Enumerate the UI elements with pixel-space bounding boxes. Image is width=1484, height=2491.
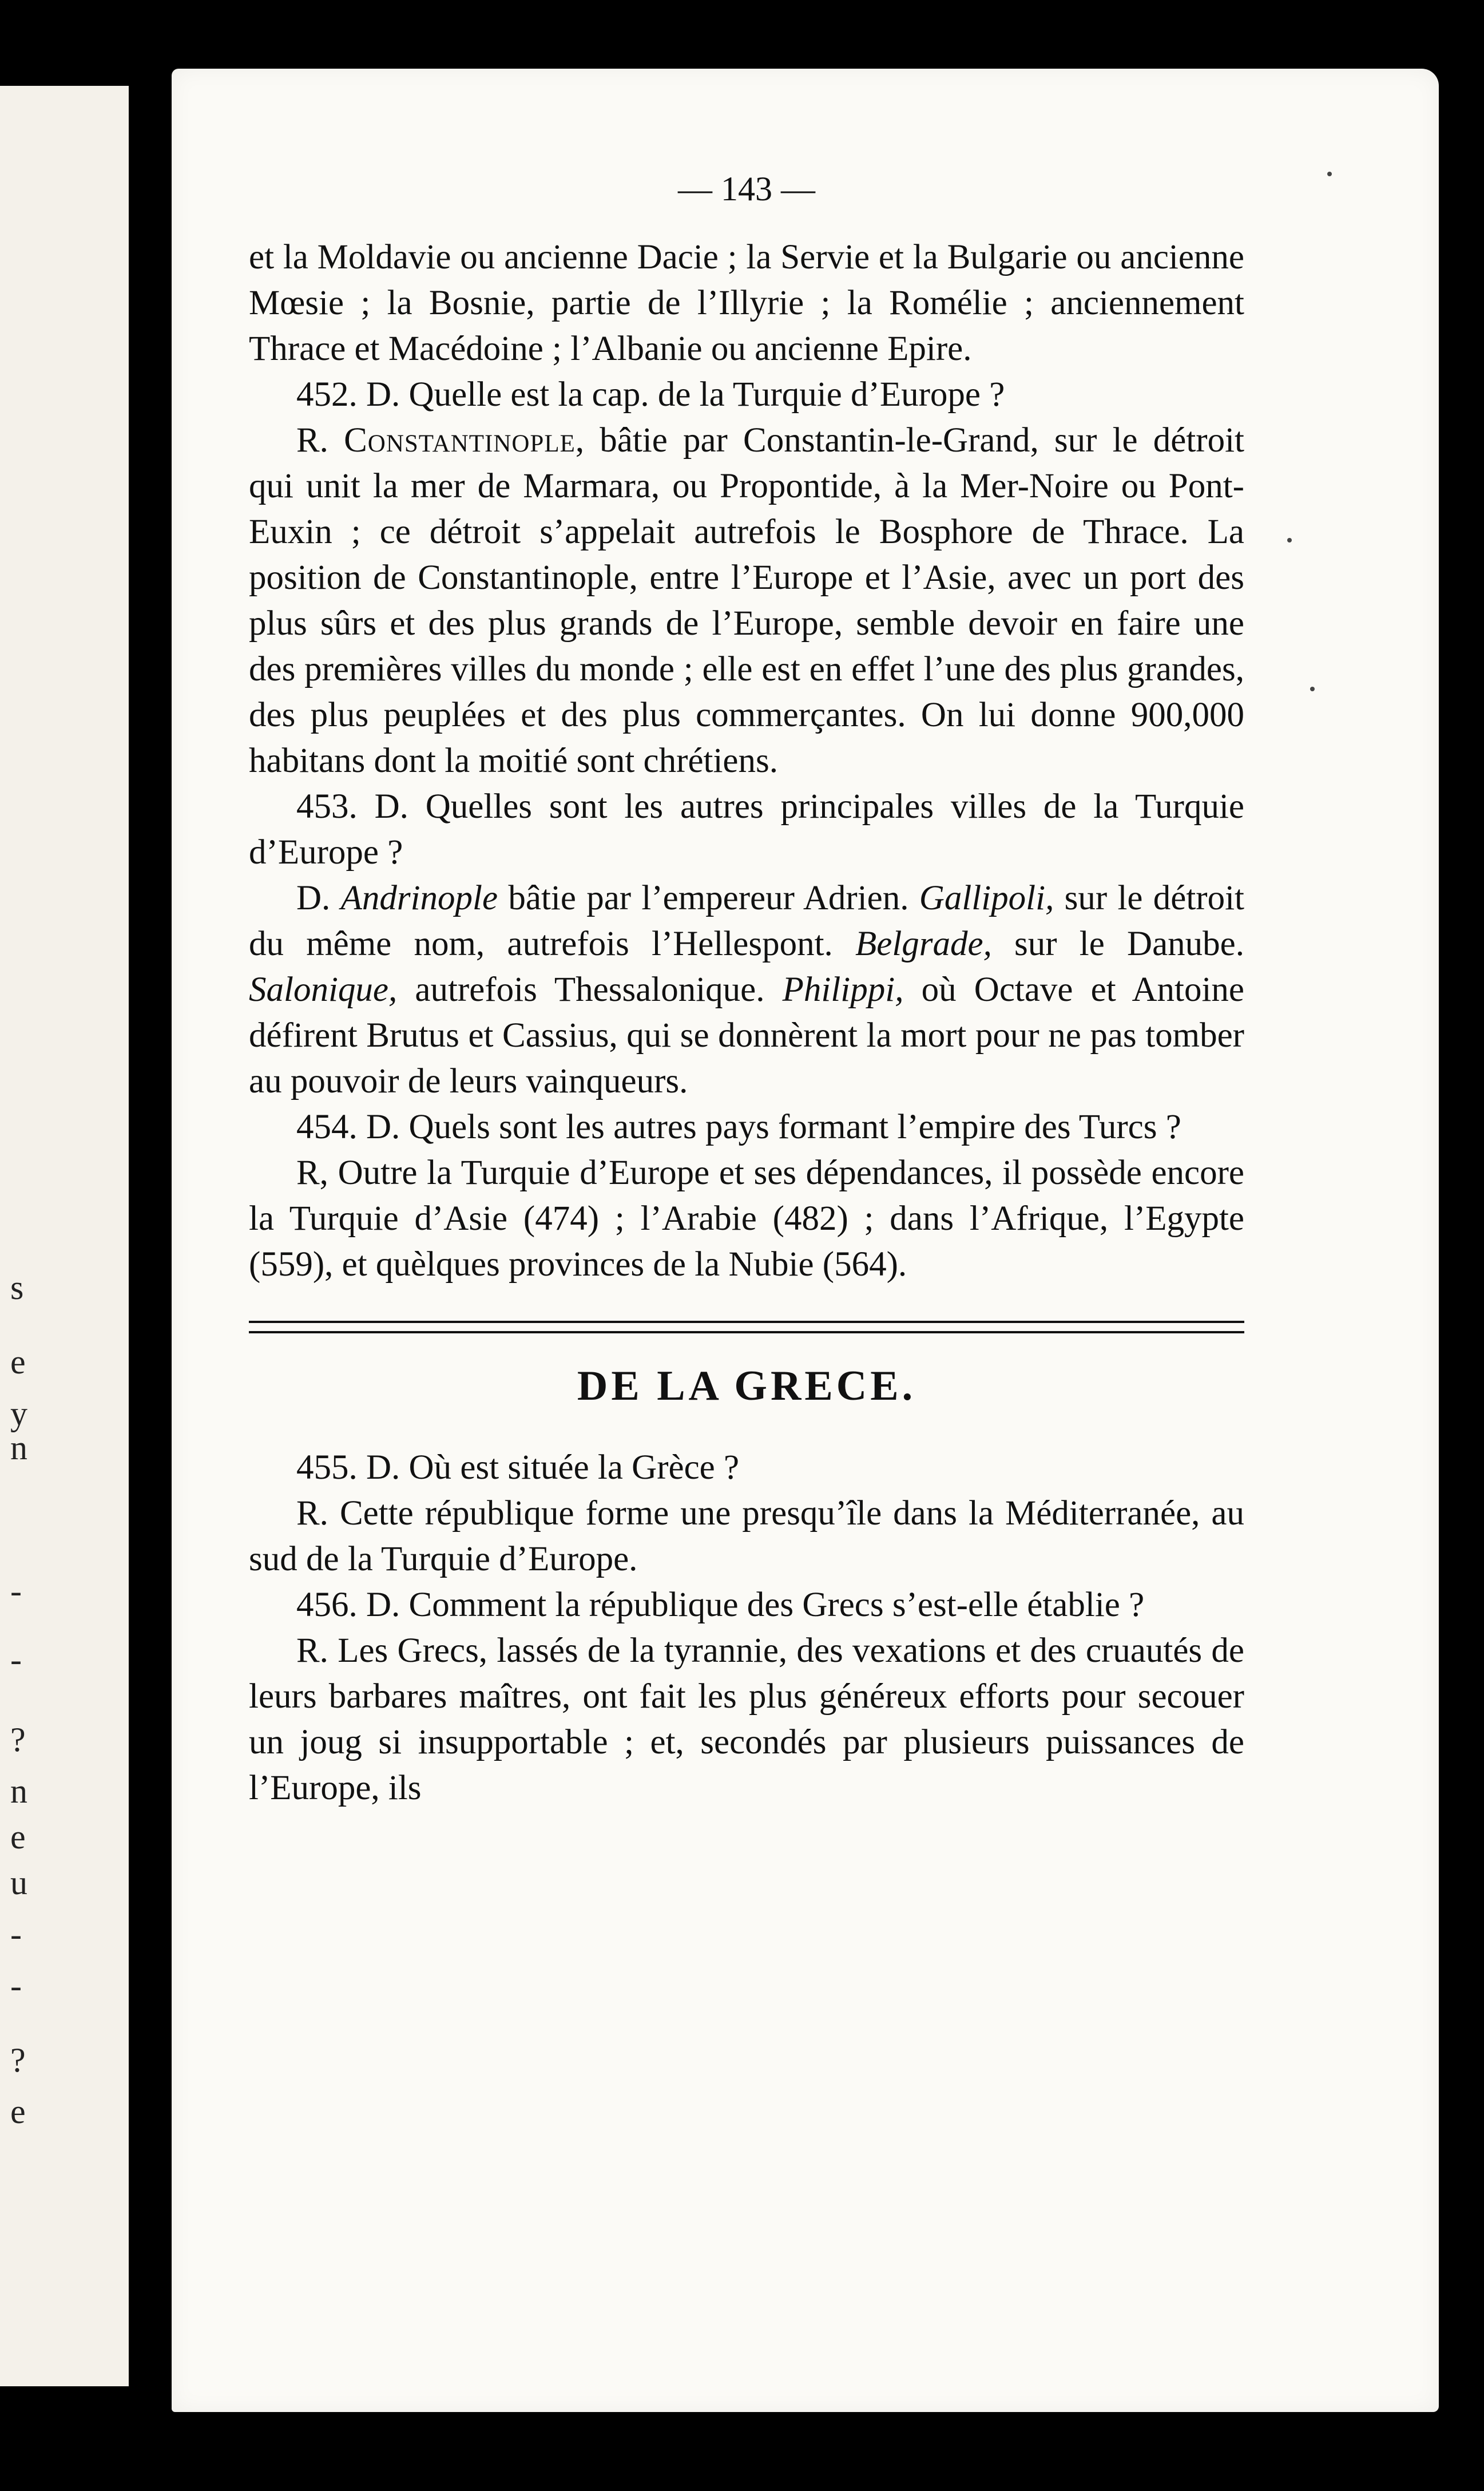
section-divider	[249, 1321, 1244, 1333]
answer-text: où Octave et Antoine défirent Brutus et Cassius, qui se donnèrent la mort pour ne pas tomber au pouvoir de leurs vainqueurs.	[249, 971, 1244, 1100]
page-content	[249, 69, 1244, 1811]
margin-mark: -	[10, 1967, 22, 2005]
answer-text: autrefois Thessalonique.	[397, 971, 783, 1009]
section-heading: DE LA GRECE.	[577, 1363, 916, 1409]
page-number: — 143 —	[678, 170, 815, 208]
margin-mark: e	[10, 2093, 26, 2130]
answer-prefix: R.	[296, 421, 344, 460]
city-name: Gallipoli,	[919, 879, 1054, 917]
ink-speck	[1327, 172, 1332, 176]
margin-mark: ?	[10, 2041, 26, 2079]
question-456: 456. D. Comment la république des Grecs s’est-elle établie ?	[296, 1586, 1145, 1624]
margin-mark: u	[10, 1864, 27, 1902]
book-page	[172, 69, 1439, 2412]
answer-452	[249, 418, 1244, 784]
margin-mark: s	[10, 1269, 24, 1306]
question-453: 453. D. Quelles sont les autres principales villes de la Turquie d’Europe ?	[249, 787, 1244, 872]
margin-mark: y	[10, 1395, 27, 1432]
question-455: 455. D. Où est située la Grèce ?	[296, 1448, 740, 1487]
answer-454: R, Outre la Turquie d’Europe et ses dépendances, il possède encore la Turquie d’Asie (474) ; l’Arabie (482) ; dans l’Afrique, l’Egypte (559), et quèlques provinces de la Nubie (564).	[249, 1154, 1244, 1284]
city-name: Philippi,	[782, 971, 904, 1009]
city-name: Constantinople	[344, 421, 576, 460]
city-name: Salonique,	[249, 971, 398, 1009]
answer-455: R. Cette république forme une presqu’île dans la Méditerranée, au sud de la Turquie d’Europe.	[249, 1494, 1244, 1578]
city-name: Belgrade,	[855, 925, 992, 963]
question-454: 454. D. Quels sont les autres pays formant l’empire des Turcs ?	[296, 1108, 1181, 1146]
question-452: 452. D. Quelle est la cap. de la Turquie d’Europe ?	[296, 375, 1005, 414]
margin-mark: -	[10, 1641, 22, 1678]
margin-mark: e	[10, 1343, 26, 1381]
answer-text: sur le détroit du même nom, autrefois l’Hellespont.	[249, 879, 1244, 963]
answer-456: R. Les Grecs, lassés de la tyrannie, des vexations et des cruautés de leurs barbares maîtres, ont fait les plus généreux efforts pour secouer un joug si insupportable ; et, secondés par plusieurs puissances de l’Europe, ils	[249, 1631, 1244, 1807]
margin-mark: -	[10, 1572, 22, 1610]
ink-speck	[1310, 687, 1315, 691]
margin-mark: n	[10, 1429, 27, 1467]
answer-text: , bâtie par Constantin-le-Grand, sur le détroit qui unit la mer de Marmara, ou Propontide, à la Mer-Noire ou Pont-Euxin ; ce détroit s’appelait autrefois le Bosphore de Thrace. La position de Constantinople, entre l’Europe et l’Asie, avec un port des plus sûrs et des plus grands de l’Europe, semble devoir en faire une des premières villes du monde ; elle est en effet l’une des plus grandes, des plus peuplées et des plus commerçantes. On lui donne 900,000 habitans dont la moitié sont chrétiens.	[249, 421, 1244, 780]
answer-453	[249, 876, 1244, 1104]
answer-text: sur le Danube.	[991, 925, 1244, 963]
answer-prefix: D.	[296, 879, 341, 917]
margin-mark: n	[10, 1772, 27, 1810]
intro-paragraph: et la Moldavie ou ancienne Dacie ; la Servie et la Bulgarie ou ancienne Mœsie ; la Bosnie, partie de l’Illyrie ; la Romélie ; anciennement Thrace et Macédoine ; l’Albanie ou ancienne Epire.	[249, 238, 1244, 368]
margin-mark: ?	[10, 1721, 26, 1759]
answer-text: bâtie par l’empereur Adrien.	[498, 879, 919, 917]
margin-mark: -	[10, 1915, 22, 1953]
margin-mark: e	[10, 1818, 26, 1856]
city-name: Andrinople	[340, 879, 498, 917]
adjacent-page-strip	[0, 86, 129, 2386]
ink-speck	[1287, 538, 1292, 542]
